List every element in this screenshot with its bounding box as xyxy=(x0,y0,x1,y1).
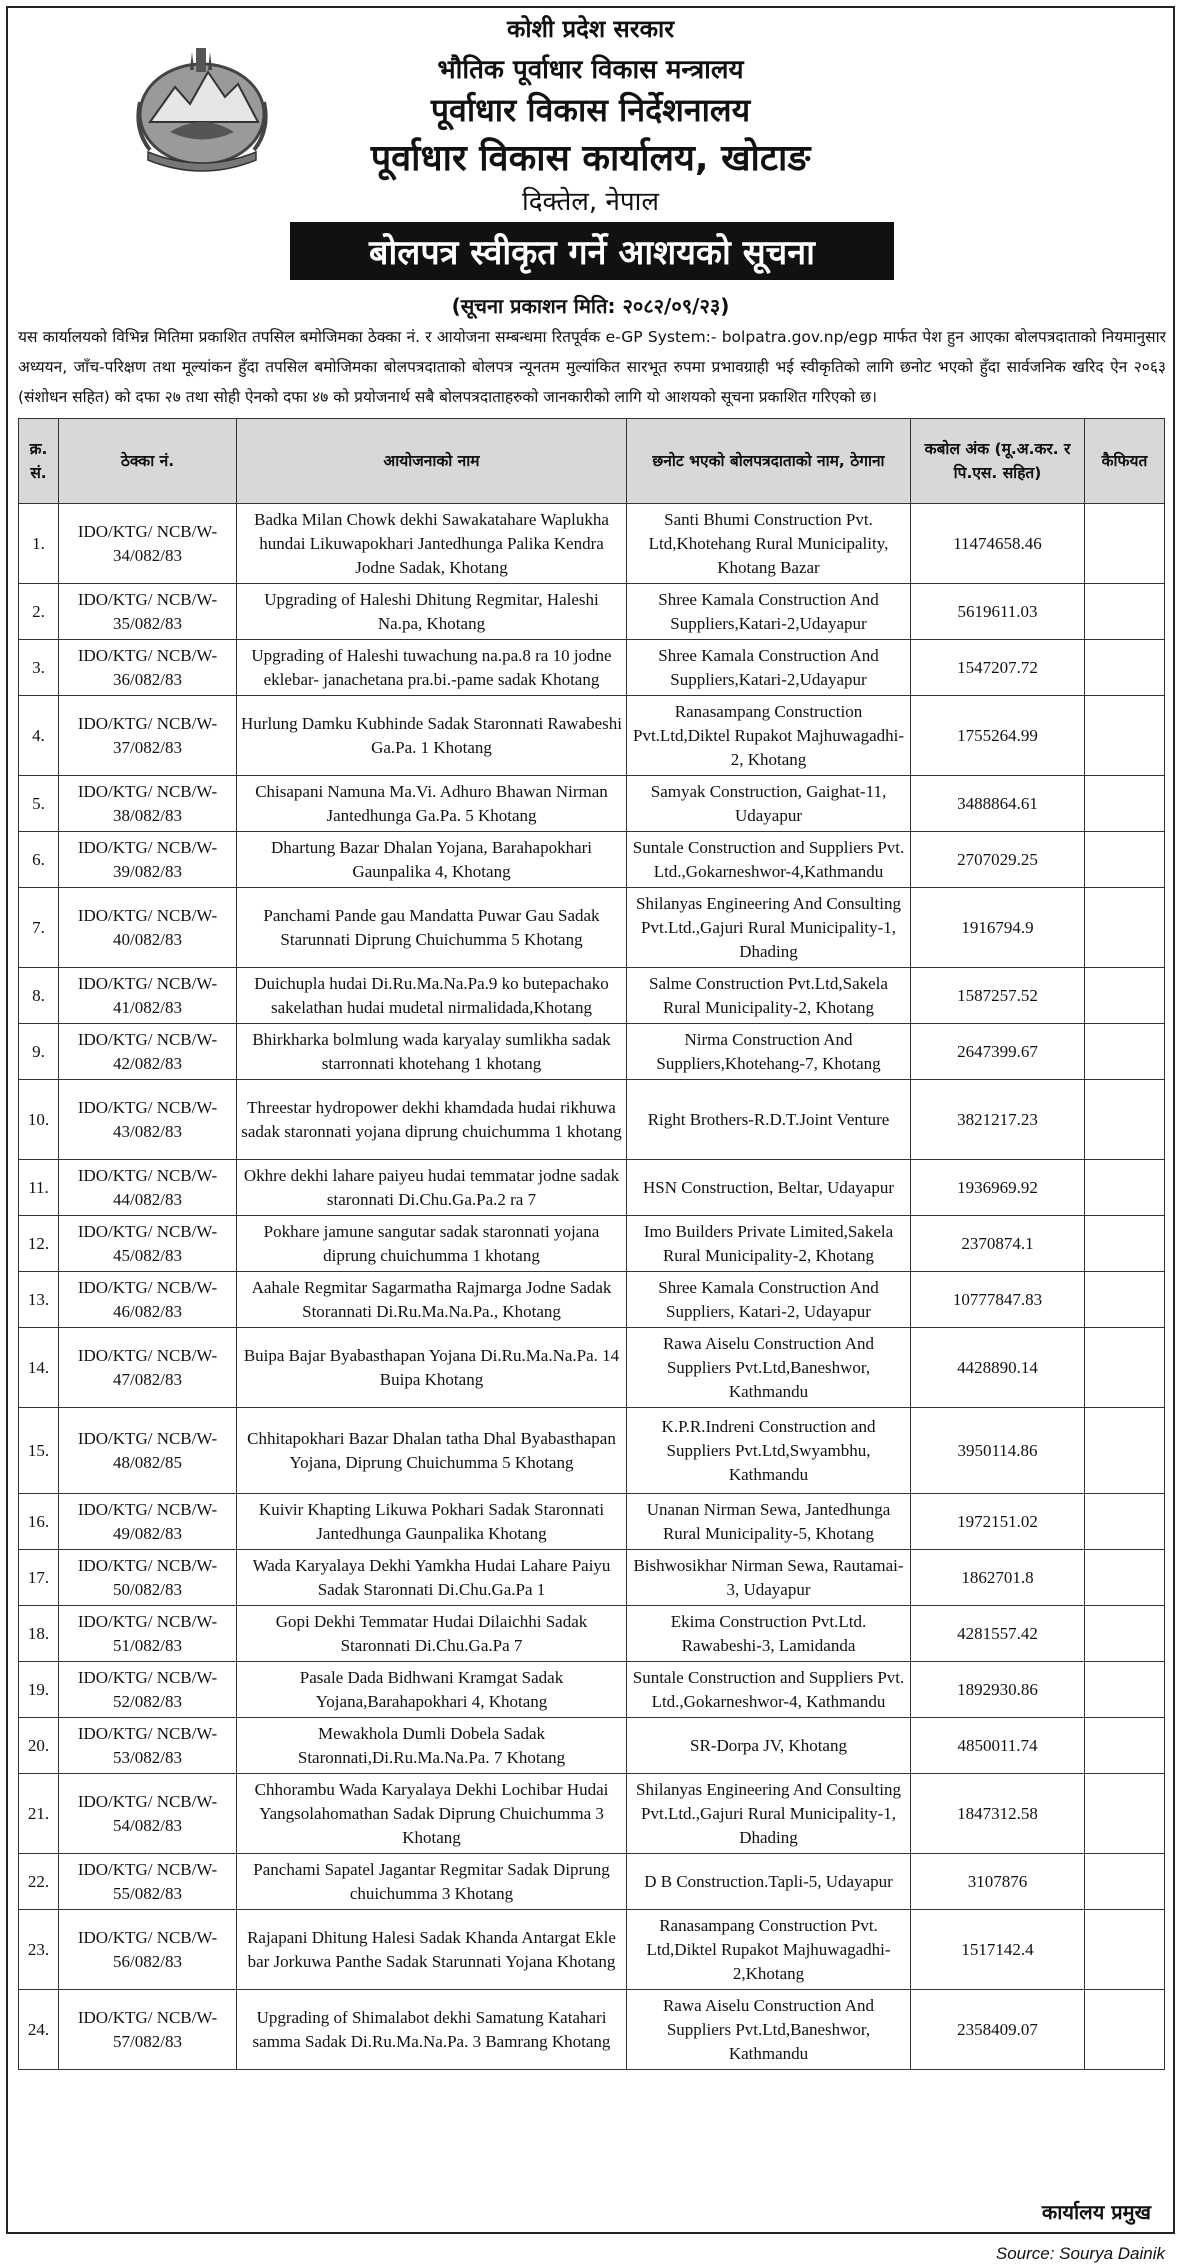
cell-project: Upgrading of Haleshi tuwachung na.pa.8 ra 10 jodne eklebar- janachetana pra.bi.-pame sadak Khotang xyxy=(237,640,627,696)
cell-project: Duichupla hudai Di.Ru.Ma.Na.Pa.9 ko butepachako sakelathan hudai mudetal nirmalidada,Khotang xyxy=(237,968,627,1024)
cell-contract: IDO/KTG/ NCB/W-45/082/83 xyxy=(59,1216,237,1272)
cell-remarks xyxy=(1085,696,1165,776)
cell-project: Chhitapokhari Bazar Dhalan tatha Dhal Byabasthapan Yojana, Diprung Chuichumma 5 Khotang xyxy=(237,1408,627,1494)
cell-project: Gopi Dekhi Temmatar Hudai Dilaichhi Sadak Staronnati Di.Chu.Ga.Pa 7 xyxy=(237,1606,627,1662)
cell-project: Pasale Dada Bidhwani Kramgat Sadak Yojana,Barahapokhari 4, Khotang xyxy=(237,1662,627,1718)
cell-project: Pokhare jamune sangutar sadak staronnati yojana diprung chuichumma 1 khotang xyxy=(237,1216,627,1272)
table-row xyxy=(19,1024,1165,1080)
cell-project: Mewakhola Dumli Dobela Sadak Staronnati,Di.Ru.Ma.Na.Pa. 7 Khotang xyxy=(237,1718,627,1774)
cell-project: Aahale Regmitar Sagarmatha Rajmarga Jodne Sadak Storannati Di.Ru.Ma.Na.Pa., Khotang xyxy=(237,1272,627,1328)
cell-sn: 4. xyxy=(19,696,59,776)
cell-project: Threestar hydropower dekhi khamdada hudai rikhuwa sadak staronnati yojana diprung chuichumma 1 khotang xyxy=(237,1080,627,1160)
table-row xyxy=(19,1408,1165,1494)
table-row xyxy=(19,504,1165,584)
table-row xyxy=(19,1774,1165,1854)
cell-sn: 16. xyxy=(19,1494,59,1550)
cell-remarks xyxy=(1085,1662,1165,1718)
cell-remarks xyxy=(1085,1272,1165,1328)
cell-amount: 1587257.52 xyxy=(911,968,1085,1024)
cell-project: Hurlung Damku Kubhinde Sadak Staronnati Rawabeshi Ga.Pa. 1 Khotang xyxy=(237,696,627,776)
cell-contract: IDO/KTG/ NCB/W-56/082/83 xyxy=(59,1910,237,1990)
cell-project: Bhirkharka bolmlung wada karyalay sumlikha sadak starronnati khotehang 1 khotang xyxy=(237,1024,627,1080)
office-location: दिक्तेल, नेपाल xyxy=(521,187,659,217)
cell-bidder: Unanan Nirman Sewa, Jantedhunga Rural Municipality-5, Khotang xyxy=(627,1494,911,1550)
cell-bidder: Bishwosikhar Nirman Sewa, Rautamai-3, Udayapur xyxy=(627,1550,911,1606)
table-row xyxy=(19,1910,1165,1990)
cell-contract: IDO/KTG/ NCB/W-52/082/83 xyxy=(59,1662,237,1718)
cell-bidder: Shree Kamala Construction And Suppliers, Katari-2, Udayapur xyxy=(627,1272,911,1328)
cell-contract: IDO/KTG/ NCB/W-38/082/83 xyxy=(59,776,237,832)
table-header-row xyxy=(19,419,1165,504)
cell-sn: 24. xyxy=(19,1990,59,2070)
cell-amount: 1755264.99 xyxy=(911,696,1085,776)
cell-project: Panchami Pande gau Mandatta Puwar Gau Sadak Starunnati Diprung Chuichumma 5 Khotang xyxy=(237,888,627,968)
cell-bidder: Right Brothers-R.D.T.Joint Venture xyxy=(627,1080,911,1160)
cell-bidder: D B Construction.Tapli-5, Udayapur xyxy=(627,1854,911,1910)
cell-remarks xyxy=(1085,1718,1165,1774)
header-contract: ठेक्का नं. xyxy=(59,419,237,504)
cell-sn: 5. xyxy=(19,776,59,832)
notice-banner: बोलपत्र स्वीकृत गर्ने आशयको सूचना xyxy=(290,222,894,280)
header-sn: क्र. सं. xyxy=(19,419,59,504)
cell-amount: 3488864.61 xyxy=(911,776,1085,832)
cell-remarks xyxy=(1085,1774,1165,1854)
header-remarks: कैफियत xyxy=(1085,419,1165,504)
cell-contract: IDO/KTG/ NCB/W-54/082/83 xyxy=(59,1774,237,1854)
cell-amount: 2647399.67 xyxy=(911,1024,1085,1080)
cell-bidder: Shilanyas Engineering And Consulting Pvt.Ltd.,Gajuri Rural Municipality-1, Dhading xyxy=(627,1774,911,1854)
cell-remarks xyxy=(1085,832,1165,888)
cell-amount: 1892930.86 xyxy=(911,1662,1085,1718)
cell-remarks xyxy=(1085,1910,1165,1990)
header-bidder: छनोट भएको बोलपत्रदाताको नाम, ठेगाना xyxy=(627,419,911,504)
cell-project: Upgrading of Haleshi Dhitung Regmitar, Haleshi Na.pa, Khotang xyxy=(237,584,627,640)
cell-sn: 21. xyxy=(19,1774,59,1854)
cell-bidder: Samyak Construction, Gaighat-11, Udayapur xyxy=(627,776,911,832)
cell-remarks xyxy=(1085,888,1165,968)
cell-contract: IDO/KTG/ NCB/W-43/082/83 xyxy=(59,1080,237,1160)
cell-remarks xyxy=(1085,1216,1165,1272)
cell-amount: 1916794.9 xyxy=(911,888,1085,968)
cell-bidder: Shree Kamala Construction And Suppliers,Katari-2,Udayapur xyxy=(627,640,911,696)
office-title: पूर्वाधार विकास कार्यालय, खोटाङ xyxy=(370,138,811,179)
cell-amount: 5619611.03 xyxy=(911,584,1085,640)
table-row xyxy=(19,1606,1165,1662)
cell-sn: 3. xyxy=(19,640,59,696)
table-row xyxy=(19,1550,1165,1606)
cell-project: Upgrading of Shimalabot dekhi Samatung Katahari samma Sadak Di.Ru.Ma.Na.Pa. 3 Bamrang Khotang xyxy=(237,1990,627,2070)
table-row xyxy=(19,1216,1165,1272)
intro-paragraph: यस कार्यालयको विभिन्न मितिमा प्रकाशित तपसिल बमोजिमका ठेक्का नं. र आयोजना सम्बन्धमा रितपूर्वक e-GP System:- bolpatra.gov.np/egp मार्फत पेश हुन आएका बोलपत्रदाताको नियमानुसार अध्ययन, जाँच-परिक्षण तथा मूल्यांकन हुँदा तपसिल बमोजिमका बोलपत्रदाताको बोलपत्र न्यूनतम मुल्यांकित सारभूत रुपमा प्रभावग्राही भई स्वीकृतिको लागि छनोट भएको हुँदा सार्वजनिक खरिद ऐन २०६३ (संशोधन सहित) को दफा २७ तथा सोही ऐनको दफा ४७ को प्रयोजनार्थ सबै बोलपत्रदाताहरुको जानकारीको लागि यो आशयको सूचना प्रकाशित गरिएको छ। xyxy=(18,328,1166,406)
cell-bidder: HSN Construction, Beltar, Udayapur xyxy=(627,1160,911,1216)
cell-contract: IDO/KTG/ NCB/W-51/082/83 xyxy=(59,1606,237,1662)
cell-sn: 2. xyxy=(19,584,59,640)
table-row xyxy=(19,776,1165,832)
table-row xyxy=(19,1328,1165,1408)
cell-remarks xyxy=(1085,1494,1165,1550)
cell-remarks xyxy=(1085,1408,1165,1494)
cell-contract: IDO/KTG/ NCB/W-35/082/83 xyxy=(59,584,237,640)
cell-amount: 3107876 xyxy=(911,1854,1085,1910)
cell-sn: 17. xyxy=(19,1550,59,1606)
cell-project: Dhartung Bazar Dhalan Yojana, Barahapokhari Gaunpalika 4, Khotang xyxy=(237,832,627,888)
cell-contract: IDO/KTG/ NCB/W-37/082/83 xyxy=(59,696,237,776)
office-chief-signature: कार्यालय प्रमुख xyxy=(1041,2200,1151,2224)
cell-contract: IDO/KTG/ NCB/W-57/082/83 xyxy=(59,1990,237,2070)
cell-contract: IDO/KTG/ NCB/W-39/082/83 xyxy=(59,832,237,888)
cell-sn: 19. xyxy=(19,1662,59,1718)
cell-amount: 1862701.8 xyxy=(911,1550,1085,1606)
cell-sn: 1. xyxy=(19,504,59,584)
cell-remarks xyxy=(1085,1328,1165,1408)
cell-bidder: K.P.R.Indreni Construction and Suppliers Pvt.Ltd,Swyambhu, Kathmandu xyxy=(627,1408,911,1494)
cell-amount: 4850011.74 xyxy=(911,1718,1085,1774)
cell-sn: 7. xyxy=(19,888,59,968)
table-row xyxy=(19,584,1165,640)
cell-bidder: Ranasampang Construction Pvt. Ltd,Diktel Rupakot Majhuwagadhi-2,Khotang xyxy=(627,1910,911,1990)
cell-sn: 12. xyxy=(19,1216,59,1272)
cell-amount: 1847312.58 xyxy=(911,1774,1085,1854)
cell-sn: 15. xyxy=(19,1408,59,1494)
cell-contract: IDO/KTG/ NCB/W-44/082/83 xyxy=(59,1160,237,1216)
cell-bidder: Ekima Construction Pvt.Ltd. Rawabeshi-3, Lamidanda xyxy=(627,1606,911,1662)
cell-sn: 18. xyxy=(19,1606,59,1662)
directorate-title: पूर्वाधार विकास निर्देशनालय xyxy=(430,91,751,129)
header-amount: कबोल अंक (मू.अ.कर. र पि.एस. सहित) xyxy=(911,419,1085,504)
cell-contract: IDO/KTG/ NCB/W-34/082/83 xyxy=(59,504,237,584)
cell-amount: 2707029.25 xyxy=(911,832,1085,888)
table-row xyxy=(19,968,1165,1024)
cell-project: Chisapani Namuna Ma.Vi. Adhuro Bhawan Nirman Jantedhunga Ga.Pa. 5 Khotang xyxy=(237,776,627,832)
header-project: आयोजनाको नाम xyxy=(237,419,627,504)
cell-contract: IDO/KTG/ NCB/W-47/082/83 xyxy=(59,1328,237,1408)
cell-amount: 4428890.14 xyxy=(911,1328,1085,1408)
cell-remarks xyxy=(1085,968,1165,1024)
cell-bidder: Salme Construction Pvt.Ltd,Sakela Rural Municipality-2, Khotang xyxy=(627,968,911,1024)
cell-contract: IDO/KTG/ NCB/W-53/082/83 xyxy=(59,1718,237,1774)
table-row xyxy=(19,1718,1165,1774)
cell-project: Rajapani Dhitung Halesi Sadak Khanda Antargat Ekle bar Jorkuwa Panthe Sadak Starunnati Yojana Khotang xyxy=(237,1910,627,1990)
cell-contract: IDO/KTG/ NCB/W-42/082/83 xyxy=(59,1024,237,1080)
table-row xyxy=(19,1160,1165,1216)
cell-remarks xyxy=(1085,504,1165,584)
table-row xyxy=(19,1662,1165,1718)
table-row xyxy=(19,888,1165,968)
cell-amount: 10777847.83 xyxy=(911,1272,1085,1328)
cell-sn: 6. xyxy=(19,832,59,888)
table-row xyxy=(19,1990,1165,2070)
publication-date: (सूचना प्रकाशन मिति: २०८२/०९/२३) xyxy=(451,294,730,318)
cell-project: Badka Milan Chowk dekhi Sawakatahare Waplukha hundai Likuwapokhari Jantedhunga Palika Kendra Jodne Sadak, Khotang xyxy=(237,504,627,584)
cell-sn: 22. xyxy=(19,1854,59,1910)
cell-sn: 8. xyxy=(19,968,59,1024)
cell-remarks xyxy=(1085,776,1165,832)
cell-project: Panchami Sapatel Jagantar Regmitar Sadak Diprung chuichumma 3 Khotang xyxy=(237,1854,627,1910)
cell-contract: IDO/KTG/ NCB/W-50/082/83 xyxy=(59,1550,237,1606)
table-row xyxy=(19,1854,1165,1910)
cell-remarks xyxy=(1085,1024,1165,1080)
cell-remarks xyxy=(1085,1160,1165,1216)
cell-amount: 1517142.4 xyxy=(911,1910,1085,1990)
cell-amount: 4281557.42 xyxy=(911,1606,1085,1662)
table-row xyxy=(19,832,1165,888)
cell-amount: 3950114.86 xyxy=(911,1408,1085,1494)
cell-remarks xyxy=(1085,1606,1165,1662)
cell-amount: 3821217.23 xyxy=(911,1080,1085,1160)
cell-contract: IDO/KTG/ NCB/W-40/082/83 xyxy=(59,888,237,968)
cell-project: Okhre dekhi lahare paiyeu hudai temmatar jodne sadak staronnati Di.Chu.Ga.Pa.2 ra 7 xyxy=(237,1160,627,1216)
cell-remarks xyxy=(1085,1080,1165,1160)
cell-bidder: Shilanyas Engineering And Consulting Pvt.Ltd.,Gajuri Rural Municipality-1, Dhading xyxy=(627,888,911,968)
cell-contract: IDO/KTG/ NCB/W-49/082/83 xyxy=(59,1494,237,1550)
ministry-title: भौतिक पूर्वाधार विकास मन्त्रालय xyxy=(437,55,744,85)
cell-bidder: SR-Dorpa JV, Khotang xyxy=(627,1718,911,1774)
cell-contract: IDO/KTG/ NCB/W-46/082/83 xyxy=(59,1272,237,1328)
cell-remarks xyxy=(1085,584,1165,640)
cell-sn: 14. xyxy=(19,1328,59,1408)
cell-contract: IDO/KTG/ NCB/W-48/082/85 xyxy=(59,1408,237,1494)
cell-remarks xyxy=(1085,1550,1165,1606)
province-title: कोशी प्रदेश सरकार xyxy=(506,15,675,43)
cell-amount: 1936969.92 xyxy=(911,1160,1085,1216)
cell-bidder: Nirma Construction And Suppliers,Khotehang-7, Khotang xyxy=(627,1024,911,1080)
cell-contract: IDO/KTG/ NCB/W-36/082/83 xyxy=(59,640,237,696)
cell-bidder: Rawa Aiselu Construction And Suppliers Pvt.Ltd,Baneshwor, Kathmandu xyxy=(627,1328,911,1408)
cell-bidder: Suntale Construction and Suppliers Pvt. Ltd.,Gokarneshwor-4,Kathmandu xyxy=(627,832,911,888)
cell-remarks xyxy=(1085,1854,1165,1910)
table-row xyxy=(19,696,1165,776)
source-credit: Source: Sourya Dainik xyxy=(995,2244,1165,2263)
cell-sn: 20. xyxy=(19,1718,59,1774)
table-row xyxy=(19,1080,1165,1160)
cell-sn: 13. xyxy=(19,1272,59,1328)
cell-amount: 1547207.72 xyxy=(911,640,1085,696)
cell-sn: 9. xyxy=(19,1024,59,1080)
cell-remarks xyxy=(1085,640,1165,696)
cell-amount: 2370874.1 xyxy=(911,1216,1085,1272)
cell-sn: 11. xyxy=(19,1160,59,1216)
cell-remarks xyxy=(1085,1990,1165,2070)
table-row xyxy=(19,1494,1165,1550)
cell-project: Kuivir Khapting Likuwa Pokhari Sadak Staronnati Jantedhunga Gaunpalika Khotang xyxy=(237,1494,627,1550)
cell-project: Chhorambu Wada Karyalaya Dekhi Lochibar Hudai Yangsolahomathan Sadak Diprung Chuichumma 3 Khotang xyxy=(237,1774,627,1854)
cell-amount: 2358409.07 xyxy=(911,1990,1085,2070)
cell-amount: 1972151.02 xyxy=(911,1494,1085,1550)
cell-project: Buipa Bajar Byabasthapan Yojana Di.Ru.Ma.Na.Pa. 14 Buipa Khotang xyxy=(237,1328,627,1408)
cell-project: Wada Karyalaya Dekhi Yamkha Hudai Lahare Paiyu Sadak Staronnati Di.Chu.Ga.Pa 1 xyxy=(237,1550,627,1606)
cell-bidder: Suntale Construction and Suppliers Pvt. Ltd.,Gokarneshwor-4, Kathmandu xyxy=(627,1662,911,1718)
table-row xyxy=(19,1272,1165,1328)
cell-bidder: Rawa Aiselu Construction And Suppliers Pvt.Ltd,Baneshwor, Kathmandu xyxy=(627,1990,911,2070)
cell-bidder: Santi Bhumi Construction Pvt. Ltd,Khotehang Rural Municipality, Khotang Bazar xyxy=(627,504,911,584)
cell-amount: 11474658.46 xyxy=(911,504,1085,584)
cell-bidder: Shree Kamala Construction And Suppliers,Katari-2,Udayapur xyxy=(627,584,911,640)
table-row xyxy=(19,640,1165,696)
cell-contract: IDO/KTG/ NCB/W-41/082/83 xyxy=(59,968,237,1024)
cell-bidder: Ranasampang Construction Pvt.Ltd,Diktel Rupakot Majhuwagadhi-2, Khotang xyxy=(627,696,911,776)
bid-results-table xyxy=(18,418,1165,2070)
cell-sn: 10. xyxy=(19,1080,59,1160)
cell-contract: IDO/KTG/ NCB/W-55/082/83 xyxy=(59,1854,237,1910)
cell-sn: 23. xyxy=(19,1910,59,1990)
cell-bidder: Imo Builders Private Limited,Sakela Rural Municipality-2, Khotang xyxy=(627,1216,911,1272)
